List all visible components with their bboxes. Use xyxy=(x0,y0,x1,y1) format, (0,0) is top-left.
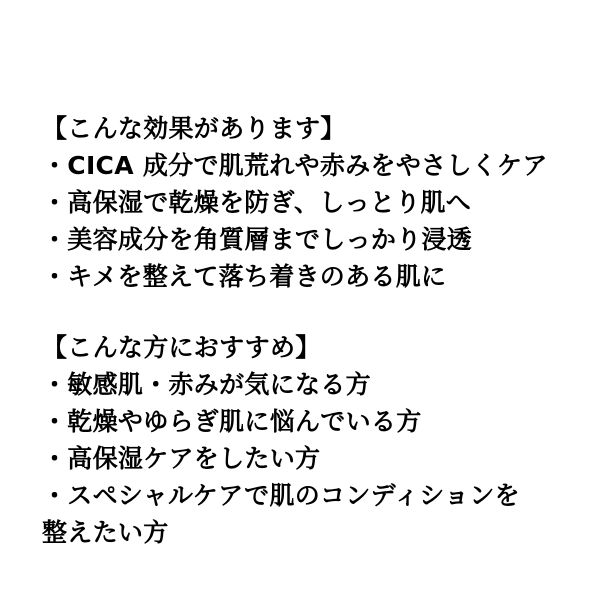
recommended-item: ・スペシャルケアで肌のコンディションを xyxy=(42,481,520,510)
benefits-heading: 【こんな効果があります】 xyxy=(42,114,346,143)
benefits-item: ・CICA 成分で肌荒れや赤みをやさしくケア xyxy=(42,151,548,180)
recommended-item: ・高保湿ケアをしたい方 xyxy=(42,444,321,473)
recommended-item: ・乾燥やゆらぎ肌に悩んでいる方 xyxy=(42,407,422,436)
benefits-block xyxy=(42,110,570,295)
recommended-heading: 【こんな方におすすめ】 xyxy=(42,333,321,362)
benefits-item: ・美容成分を角質層までしっかり浸透 xyxy=(42,225,473,254)
recommended-block xyxy=(42,329,570,551)
benefits-item: ・高保湿で乾燥を防ぎ、しっとり肌へ xyxy=(42,188,472,217)
recommended-item: ・敏感肌・赤みが気になる方 xyxy=(42,370,371,399)
recommended-item-continued: 整えたい方 xyxy=(42,518,169,547)
benefits-item: ・キメを整えて落ち着きのある肌に xyxy=(42,262,447,291)
